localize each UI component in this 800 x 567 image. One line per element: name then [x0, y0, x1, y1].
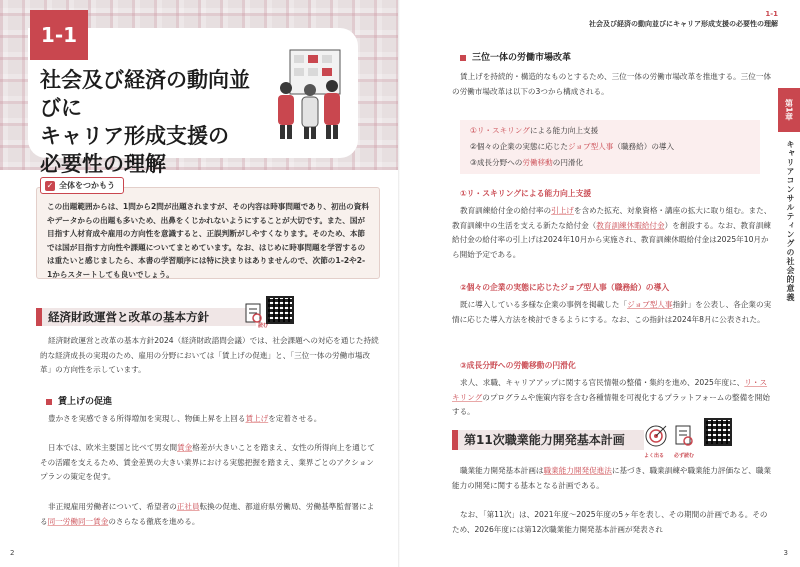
reform-list-item-2 — [470, 139, 750, 155]
list-rest: による能力向上支援 — [529, 126, 599, 135]
job-based-paragraph — [452, 298, 772, 327]
title-line-2: キャリア形成支援の — [40, 124, 229, 148]
reform-list-item-3 — [470, 155, 750, 171]
keyword-job-based-hr: ジョブ型人事 — [627, 300, 673, 309]
section-heading-economic-policy: 経済財政運営と改革の基本方針 — [36, 308, 256, 326]
text-span: 格差が大きいことを踏まえ、女性の所得向上を通じてその活躍を支えるため、賃金差異の大きい業界における実態把握を踏まえ、業界ごとのアクションプランの策定を促す。 — [40, 443, 375, 482]
text-span: 職業能力開発基本計画は — [460, 466, 544, 475]
people-at-job-board-illustration — [272, 46, 352, 142]
chapter-side-text: キャリアコンサルティングの社会的意義 — [786, 140, 795, 302]
qr-code[interactable] — [266, 296, 294, 324]
labor-mobility-paragraph — [452, 376, 772, 420]
list-keyword: 労働移動 — [522, 158, 553, 167]
labor-market-paragraph: 賃上げを持続的・構造的なものとするため、三位一体の労働市場改革を推進する。三位一体の労働市場改革は以下の3つから構成される。 — [452, 72, 772, 96]
text-span: 求人、求職、キャリアアップに関する官民情報の整備・集約を進め、2025年度に、 — [460, 378, 745, 387]
vocational-plan-paragraph-1 — [452, 464, 772, 493]
list-keyword: リ・スキリング — [476, 126, 530, 135]
vocational-plan-paragraph-2: なお、「第11次」は、2021年度～2025年度の5ヶ年を表し、その期間の計画である。そのため、2026年度には第12次職業能力開発基本計画が発表され — [452, 510, 768, 534]
list-rest: （職務給）の導入 — [613, 142, 675, 151]
summary-tag — [40, 177, 124, 194]
list-rest: の円滑化 — [552, 158, 584, 167]
keyword-equal-pay: 同一労働同一賃金 — [47, 516, 109, 526]
keyword-raise: 引上げ — [551, 206, 574, 215]
text-span: を定着させる。 — [268, 414, 322, 423]
keyword-training-leave-benefit: 教育訓練休暇給付金 — [596, 220, 665, 230]
subheading-labor-market-reform-label: 三位一体の労働市場改革 — [472, 53, 572, 63]
list-keyword: ジョブ型人事 — [567, 142, 614, 151]
chapter-side-tab: 第1章 — [778, 88, 800, 132]
target-icon — [644, 424, 668, 452]
text-span: のさらなる徹底を進める。 — [108, 516, 200, 526]
wage-paragraph-2 — [40, 441, 380, 485]
wage-paragraph-3 — [40, 500, 380, 529]
item-heading-reskilling: ①リ・スキリングによる能力向上支援 — [460, 189, 592, 198]
text-span: を含めた拡充、対象資格・講座の拡大に取り組む。また、教育訓練中の生活を支える新たな給付金（ — [452, 206, 772, 230]
text-span: 日本では、欧米主要国と比べて男女間 — [48, 443, 178, 452]
section1-paragraph: 経済財政運営と改革の基本方針2024（経済財政諮問会議）では、社会課題への対応を通じた持続的な経済成長の実現のため、雇用の分野においては「賃上げの促進」と、「三位一体の労働市場改革」の方向性を示しています。 — [40, 336, 379, 375]
page-number-left: 2 — [10, 549, 15, 557]
item-heading-labor-mobility: ③成長分野への労働移動の円滑化 — [460, 361, 576, 370]
text-span: 非正規雇用労働者について、希望者の — [48, 502, 177, 511]
keyword-vocational-act: 職業能力開発促進法 — [543, 466, 612, 475]
text-span: に基づき、職業訓練や職業能力評価など、職業能力の開発に関する基本となる計画である。 — [452, 466, 772, 490]
summary-tag-label: 全体をつかもう — [59, 181, 115, 190]
page-number-right: 3 — [783, 549, 788, 557]
summary-box — [36, 187, 380, 279]
qr-label: 読む — [258, 323, 269, 329]
square-bullet-icon — [46, 399, 52, 405]
text-span: ）を創設する。なお、教育訓練給付金の給付率の引上げは2024年10月から実施され、教育訓練休暇給付金は2025年10月から開始予定である。 — [452, 220, 771, 259]
title-line-1: 社会及び経済の動向並びに — [40, 68, 250, 120]
keyword-regular-employee: 正社員 — [176, 502, 200, 511]
checkmark-icon: ✓ — [46, 180, 54, 190]
subheading-labor-market-reform — [460, 50, 571, 63]
magnifier-document-icon — [674, 424, 696, 452]
subheading-wage-increase-label: 賃上げの促進 — [58, 397, 113, 407]
list-num: ② — [470, 142, 477, 151]
section-heading-vocational-plan: 第11次職業能力開発基本計画 — [452, 430, 644, 450]
text-span: のプログラムや施策内容を含む各種情報を可視化するプラットフォームの整備を開始する。 — [452, 392, 770, 417]
subheading-wage-increase — [46, 394, 112, 407]
list-num: ① — [470, 126, 477, 135]
list-num: ③ — [470, 158, 477, 167]
right-page — [400, 0, 800, 567]
text-span: 指針」を公表し、各企業の実情に応じた導入方法を検討できるようにする。なお、この指針は2024年8月に公表された。 — [452, 300, 772, 324]
qr-code[interactable] — [704, 418, 732, 446]
text-span: 教育訓練給付金の給付率の — [460, 206, 552, 215]
keyword-wage: 賃金 — [177, 443, 193, 452]
summary-text: この出題範囲からは、1問から2問が出題されますが、その内容は時事問題であり、初出の資料やデータからの出題も多いため、出鼻をくじかれないようにすることが大切です。また、国が目指す人材育成や雇用の方向性を意識すると、正誤判断がしやすくなります。そのため、本節では国が目指す方向性や課題についてまとめています。なお、はじめに時事問題を学習するのは重たいと感じましたら、本書の学習順序には特に決まりはありませんので、次節の1-2や2-1からスタートしても良いでしょう。 — [47, 202, 369, 279]
running-head — [589, 9, 778, 29]
reskilling-paragraph — [452, 204, 772, 262]
chapter-tab: 1-1 — [30, 10, 88, 60]
text-span: 転換の促進、都道府県労働局、労働基準監督署による — [40, 502, 375, 526]
text-span: 豊かさを実感できる所得増加を実現し、物価上昇を上回る — [48, 414, 246, 423]
keyword-reskilling: リ・スキリング — [452, 378, 768, 402]
title-line-3: 必要性の理解 — [40, 152, 166, 176]
square-bullet-icon — [460, 55, 466, 61]
keyword-wage-increase: 賃上げ — [245, 414, 269, 423]
frequent-label: よく出る — [644, 453, 665, 459]
page-title — [40, 66, 260, 178]
wage-paragraph-1 — [40, 412, 380, 427]
list-pre: 成長分野への — [476, 158, 523, 167]
item-heading-job-based: ②個々の企業の実態に応じたジョブ型人事（職務給）の導入 — [460, 283, 670, 292]
running-head-number: 1-1 — [765, 10, 778, 18]
reform-list-box — [460, 120, 760, 174]
must-read-label: 必ず読む — [674, 453, 695, 459]
text-span: 既に導入している多様な企業の事例を掲載した「 — [460, 300, 628, 309]
running-head-title: 社会及び経済の動向並びにキャリア形成支援の必要性の理解 — [589, 20, 778, 28]
reform-list-item-1 — [470, 123, 750, 139]
list-pre: 個々の企業の実態に応じた — [476, 142, 568, 151]
